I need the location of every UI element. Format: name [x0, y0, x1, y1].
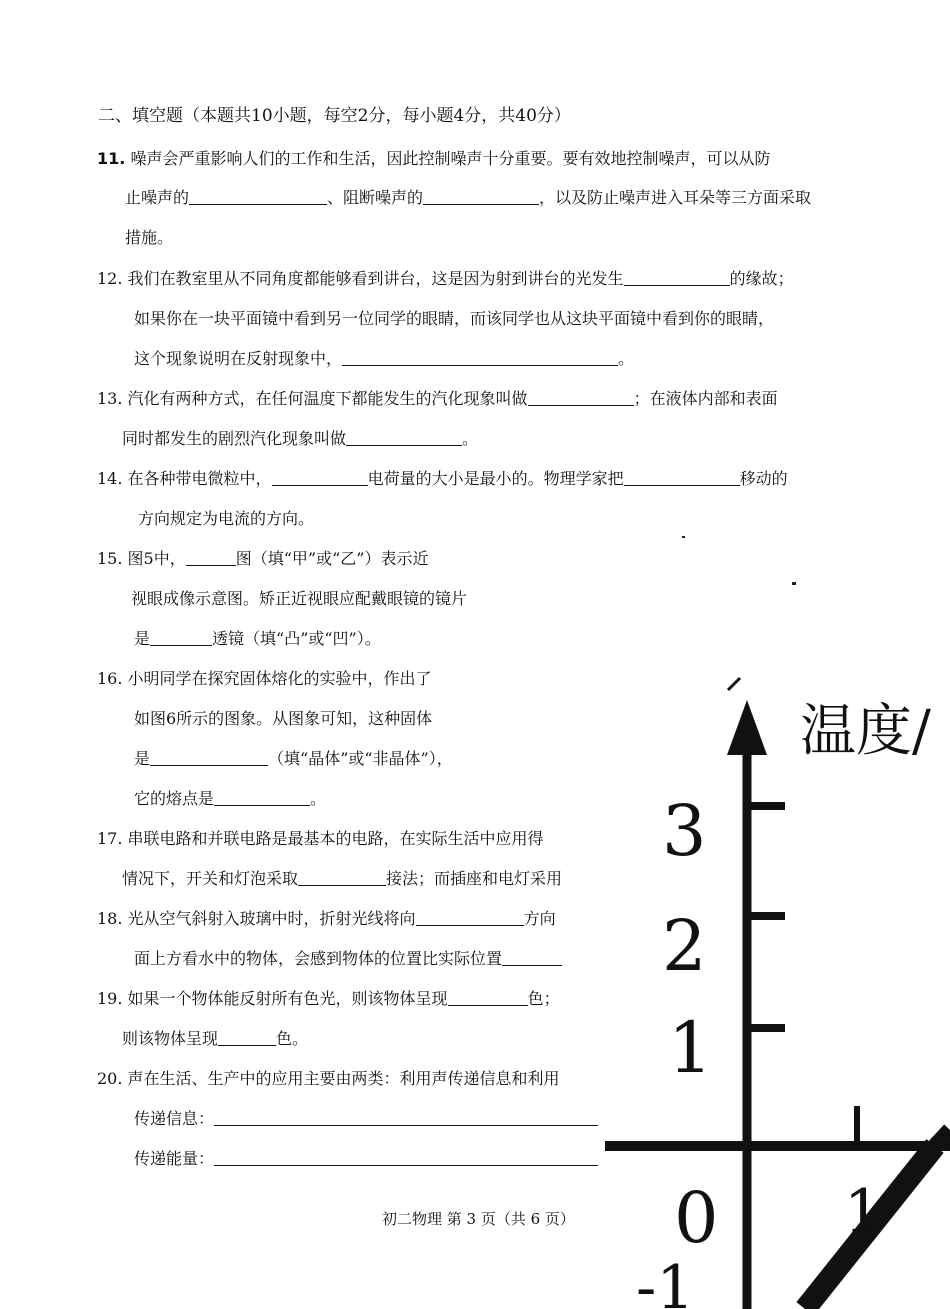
- question-16-line-2: 如图6所示的图象。从图象可知，这种固体: [134, 709, 433, 728]
- answer-blank[interactable]: [342, 349, 618, 366]
- question-number: 13.: [97, 389, 123, 408]
- question-11-line-2: [125, 187, 811, 209]
- question-text: 汽化有两种方式，在任何温度下都能发生的汽化现象叫做: [127, 389, 528, 408]
- question-17-line-2: [122, 868, 562, 890]
- question-text: 同时都发生的剧烈汽化现象叫做: [122, 429, 347, 448]
- question-text: 是: [134, 629, 151, 648]
- scan-speck: [682, 536, 685, 538]
- question-20-line-1: [97, 1068, 560, 1090]
- answer-blank[interactable]: [502, 949, 562, 966]
- question-text: 小明同学在探究固体熔化的实验中，作出了: [127, 669, 432, 688]
- question-text: （填“晶体”或“非晶体”），: [268, 749, 453, 768]
- answer-blank[interactable]: [214, 1149, 598, 1166]
- answer-blank[interactable]: [214, 1109, 598, 1126]
- question-text: 透镜（填“凸”或“凹”）。: [212, 629, 381, 648]
- answer-blank[interactable]: [624, 269, 730, 286]
- section-heading: 二、填空题（本题共10小题，每空2分，每小题4分，共40分）: [98, 106, 571, 126]
- question-text: 声在生活、生产中的应用主要由两类：利用声传递信息和利用: [127, 1069, 560, 1088]
- question-15-line-2: 视眼成像示意图。矫正近视眼应配戴眼镜的镜片: [131, 589, 468, 608]
- question-12-line-2: 如果你在一块平面镜中看到另一位同学的眼睛，而该同学也从这块平面镜中看到你的眼睛，: [134, 309, 775, 328]
- question-15-line-1: [97, 548, 428, 570]
- question-20-line-3: [134, 1148, 598, 1170]
- question-16-line-4: [134, 788, 326, 810]
- question-number: 11.: [97, 149, 126, 168]
- question-text: 情况下，开关和灯泡采取: [122, 869, 299, 888]
- question-number: 20.: [97, 1069, 123, 1088]
- question-text: 光从空气斜射入玻璃中时，折射光线将向: [127, 909, 416, 928]
- question-14-line-1: [97, 468, 788, 490]
- question-text: 色。: [276, 1029, 309, 1048]
- y-tick-label-0: 0: [674, 1177, 719, 1259]
- question-text: 。: [310, 789, 327, 808]
- question-number: 17.: [97, 829, 123, 848]
- question-text: 在各种带电微粒中，: [127, 469, 272, 488]
- question-text: 图（填“甲”或“乙”）表示近: [235, 549, 429, 568]
- answer-blank[interactable]: [150, 629, 212, 646]
- question-number: 18.: [97, 909, 123, 928]
- answer-blank[interactable]: [528, 389, 634, 406]
- question-text: 串联电路和并联电路是最基本的电路，在实际生活中应用得: [127, 829, 544, 848]
- answer-blank[interactable]: [416, 909, 524, 926]
- question-15-line-3: [134, 628, 381, 650]
- question-18-line-2: [134, 948, 562, 970]
- question-19-line-1: [97, 988, 560, 1010]
- question-number: 16.: [97, 669, 123, 688]
- question-text: 。: [462, 429, 479, 448]
- answer-blank[interactable]: [624, 469, 740, 486]
- question-text: 是: [134, 749, 151, 768]
- answer-blank[interactable]: [448, 989, 528, 1006]
- question-text: 电荷量的大小是最小的。物理学家把: [367, 469, 624, 488]
- question-19-line-2: [122, 1028, 308, 1050]
- question-text: 我们在教室里从不同角度都能够看到讲台，这是因为射到讲台的光发生: [127, 269, 624, 288]
- scan-speck: [792, 582, 796, 585]
- question-number: 14.: [97, 469, 123, 488]
- question-20-line-2: [134, 1108, 598, 1130]
- y-tick-label-3: 3: [662, 790, 707, 872]
- question-text: ；在液体内部和表面: [633, 389, 778, 408]
- page-footer: 初二物理 第 3 页（共 6 页）: [382, 1210, 575, 1228]
- question-text: 面上方看水中的物体，会感到物体的位置比实际位置: [134, 949, 503, 968]
- question-text: 传递信息：: [134, 1109, 215, 1128]
- y-tick-label-1: 1: [668, 1007, 713, 1089]
- question-text: 。: [618, 349, 635, 368]
- question-text: 止噪声的: [125, 188, 190, 207]
- y-tick-label-neg1: -1: [636, 1253, 695, 1309]
- answer-blank[interactable]: [346, 429, 462, 446]
- question-text: 它的熔点是: [134, 789, 215, 808]
- answer-blank[interactable]: [298, 869, 386, 886]
- scan-mark: [728, 678, 740, 690]
- question-11-line-1: [97, 148, 770, 170]
- question-14-line-2: 方向规定为电流的方向。: [138, 509, 315, 528]
- question-text: 则该物体呈现: [122, 1029, 219, 1048]
- answer-blank[interactable]: [186, 549, 236, 566]
- answer-blank[interactable]: [214, 789, 310, 806]
- question-11-line-3: 措施。: [125, 228, 174, 247]
- question-13-line-2: [122, 428, 478, 450]
- y-tick-label-2: 2: [662, 905, 707, 987]
- question-text: 的缘故；: [729, 269, 794, 288]
- question-text: 噪声会严重影响人们的工作和生活，因此控制噪声十分重要。要有效地控制噪声，可以从防: [130, 149, 771, 168]
- answer-blank[interactable]: [423, 188, 539, 205]
- answer-blank[interactable]: [218, 1029, 276, 1046]
- question-12-line-1: [97, 268, 794, 290]
- question-text: ，以及防止噪声进入耳朵等三方面采取: [539, 188, 812, 207]
- question-text: 如果一个物体能反射所有色光，则该物体呈现: [127, 989, 448, 1008]
- x-tick-label-1: 1: [844, 1177, 883, 1247]
- question-text: 色；: [527, 989, 560, 1008]
- question-text: 方向: [523, 909, 556, 928]
- question-number: 12.: [97, 269, 123, 288]
- question-number: 19.: [97, 989, 123, 1008]
- y-axis-label: 温度/: [800, 699, 931, 764]
- question-text: 这个现象说明在反射现象中，: [134, 349, 343, 368]
- question-17-line-1: [97, 828, 544, 850]
- question-text: 、阻断噪声的: [327, 188, 424, 207]
- question-16-line-3: [134, 748, 453, 770]
- figure-6-graph: [600, 660, 950, 1309]
- temperature-curve-segment: [935, 1130, 950, 1146]
- answer-blank[interactable]: [272, 469, 368, 486]
- question-13-line-1: [97, 388, 778, 410]
- question-text: 接法；而插座和电灯采用: [386, 869, 563, 888]
- question-18-line-1: [97, 908, 556, 930]
- answer-blank[interactable]: [189, 188, 327, 205]
- question-number: 15.: [97, 549, 123, 568]
- graph-svg: [600, 660, 950, 1309]
- question-text: 移动的: [739, 469, 788, 488]
- question-text: 图5中，: [127, 549, 186, 568]
- question-16-line-1: [97, 668, 432, 690]
- question-text: 传递能量：: [134, 1149, 215, 1168]
- question-12-line-3: [134, 348, 634, 370]
- answer-blank[interactable]: [150, 749, 268, 766]
- y-axis-arrow-icon: [727, 700, 767, 755]
